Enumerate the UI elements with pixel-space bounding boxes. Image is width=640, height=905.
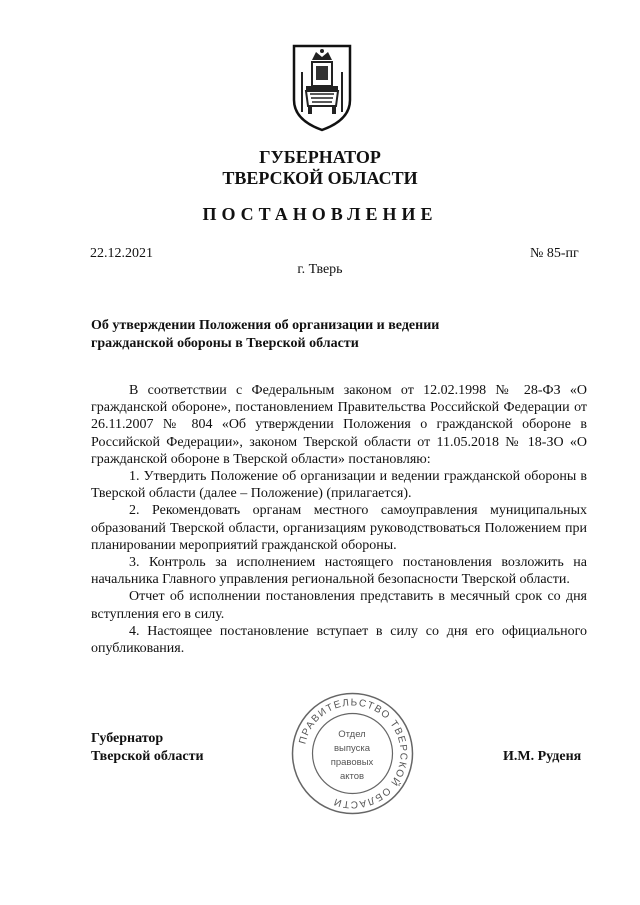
- body-paragraph-4: 4. Настоящее постановление вступает в силу со дня его официального опубликования.: [91, 623, 587, 657]
- body-paragraph-report: Отчет об исполнении постановления представить в месячный срок со дня вступления его в силу.: [91, 589, 587, 622]
- authority-title-line1: ГУБЕРНАТОР: [259, 147, 381, 167]
- stamp-inner-line3: правовых: [330, 757, 374, 768]
- document-body: [91, 382, 587, 657]
- body-paragraph-preamble: В соответствии с Федеральным законом от 12.02.1998 № 28-ФЗ «О гражданской обороне», постановлением Правительства Российской Федерации от 26.11.2007 № 804 «Об утверждении Положения о гражданской обороне в Российской Федерации», законом Тверской области от 11.05.2018 № 18-ЗО «О гражданской обороне в Тверской области» постановляю:: [91, 383, 587, 467]
- stamp-ring-text: ПРАВИТЕЛЬСТВО ТВЕРСКОЙ ОБЛАСТИ: [297, 697, 409, 810]
- stamp-inner-line2: выпуска: [333, 743, 371, 754]
- subject-line1: Об утверждении Положения об организации и ведении: [91, 318, 440, 333]
- document-subject: [91, 317, 511, 353]
- subject-line2: гражданской обороны в Тверской области: [91, 336, 359, 351]
- signatory-title: [91, 730, 204, 766]
- coat-of-arms-icon: [290, 42, 354, 132]
- document-kind: ПОСТАНОВЛЕНИЕ: [202, 204, 438, 224]
- authority-title-line2: ТВЕРСКОЙ ОБЛАСТИ: [222, 168, 418, 188]
- signatory-title-line1: Губернатор: [91, 731, 164, 746]
- document-number: № 85-пг: [530, 246, 579, 261]
- stamp-inner-text: [322, 728, 382, 784]
- document-date: 22.12.2021: [90, 246, 153, 261]
- body-paragraph-3: 3. Контроль за исполнением настоящего постановления возложить на начальника Главного управления региональной безопасности Тверской области.: [91, 555, 587, 588]
- stamp-inner-line4: актов: [339, 771, 365, 782]
- signatory-title-line2: Тверской области: [91, 749, 204, 764]
- stamp-inner-line1: Отдел: [338, 729, 366, 740]
- body-paragraph-2: 2. Рекомендовать органам местного самоуправления муниципальных образований Тверской области, организациям руководствоваться Положением при планировании мероприятий гражданской обороны.: [91, 503, 587, 553]
- signatory-name: И.М. Руденя: [503, 749, 582, 764]
- body-paragraph-1: 1. Утвердить Положение об организации и ведении гражданской обороны в Тверской области (далее – Положение) (прилагается).: [91, 469, 587, 502]
- document-city: г. Тверь: [297, 262, 343, 277]
